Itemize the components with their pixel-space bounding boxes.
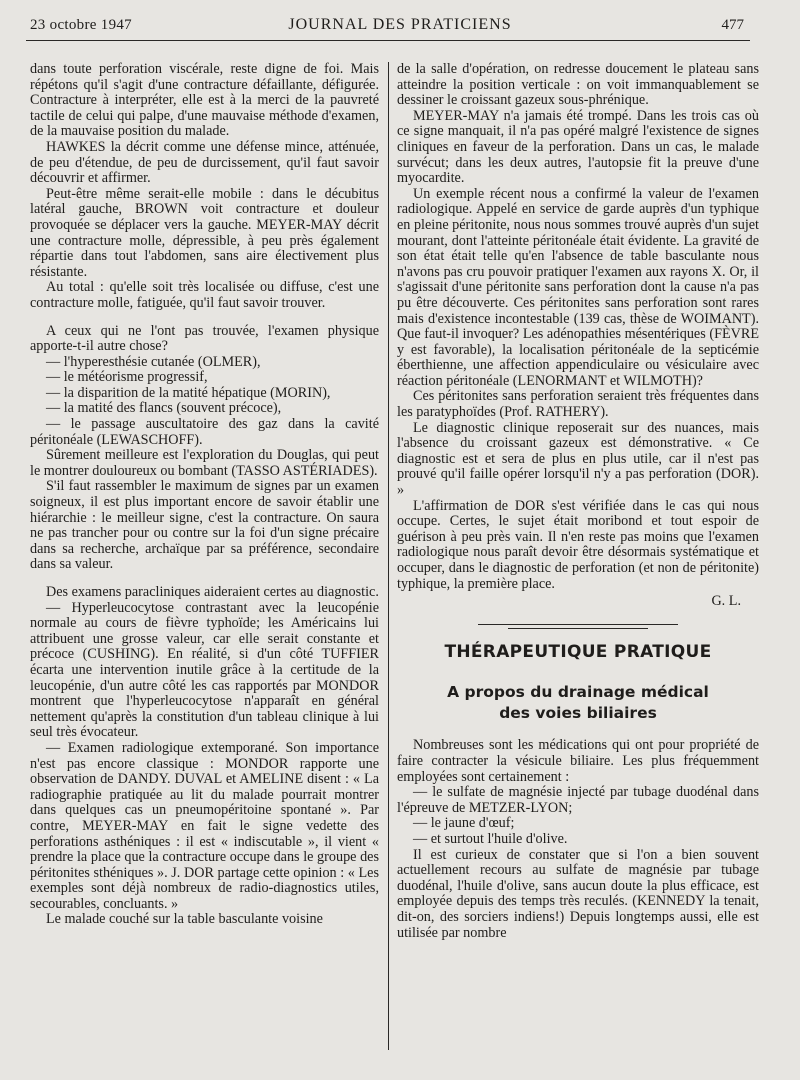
paragraph: S'il faut rassembler le maximum de signes par un examen soigneux, il est plus important encore de savoir établir une hiérarchie : le meilleur signe, c'est la contracture. On saura ne pas trancher pour ou contre sur la foi d'un signe précaire dans sa recherche, archaïque par sa préférence, secondaire dans sa valeur. bbox=[30, 478, 379, 573]
paragraph: L'affirmation de DOR s'est vérifiée dans le cas qui nous occupe. Certes, le sujet était moribond et tout espoir de guérison à peu près vain. Il n'en reste pas moins que l'examen radiologique nous paraît devoir être désormais systématique et occuper, dans le diagnostic de perforation (et non de péritonite) typhique, la première place. bbox=[397, 497, 759, 592]
article-title bbox=[397, 682, 759, 724]
author-signature: G. L. bbox=[711, 593, 741, 610]
paragraph: HAWKES la décrit comme une défense mince, atténuée, de peu d'étendue, de peu de durcissement, qu'il faut savoir découvrir et affirmer. bbox=[30, 138, 379, 187]
paragraph: Au total : qu'elle soit très localisée ou diffuse, c'est une contracture molle, fatiguée, qu'il faut savoir trouver. bbox=[30, 279, 379, 311]
paragraph: Un exemple récent nous a confirmé la valeur de l'examen radiologique. Appelé en service de garde auprès d'un typhique en pleine péritonite, nous nous sommes trouvé auprès d'un sujet mourant, dont l'atteinte péritonéale était évidente. La gravité de son état était telle qu'en l'absence de table basculante nous n'avons pas cru pouvoir pratiquer l'examen aux rayons X. Or, il s'agissait d'une péritonite sans perforation dont la cause n'a pas pu être découverte. Ces péritonites sans perforation sont rares mais d'existence incontestable (139 cas, thèse de WOIMANT). Que faut-il invoquer? Les adénopathies mésentériques (FÈVRE y est favorable), la localisation péritonéale de la septicémie éberthienne, une affection appendiculaire ou vésiculaire avec réaction péritonéale (LENORMANT et WILMOTH)? bbox=[397, 185, 759, 389]
paragraph: Des examens paracliniques aideraient certes au diagnostic. bbox=[46, 584, 379, 600]
list-item: — le passage auscultatoire des gaz dans la cavité péritonéale (LEWASCHOFF). bbox=[30, 416, 379, 448]
paragraph: MEYER-MAY n'a jamais été trompé. Dans les trois cas où ce signe manquait, il n'a pas opéré malgré l'existence de signes cliniques en faveur de la perforation. Dans un cas, le malade survécut; dans les deux autres, l'autopsie fit la preuve d'une myocardite. bbox=[397, 107, 759, 187]
article-title-line: des voies biliaires bbox=[499, 704, 657, 723]
paragraph: — Examen radiologique extemporané. Son importance n'est pas encore classique : MONDOR rapporte une observation de DANDY. DUVAL et AMELINE disent : « La radiographie pratiquée au lit du malade pourrait montrer dans quelques cas un pneumopéritoine spontané ». Par contre, MEYER-MAY en fait le signe vedette des perforations asthéniques : il est « indiscutable », il vient « prendre la place que la contracture occupe dans le groupe des péritonites sthéniques ». J. DOR partage cette opinion : « Les exemples sont déjà nombreux de radio-diagnostics utiles, secourables, concluants. » bbox=[30, 739, 379, 912]
journal-title: JOURNAL DES PRATICIENS bbox=[288, 16, 512, 33]
paragraph: — Hyperleucocytose contrastant avec la leucopénie normale au cours de fièvre typhoïde; les Américains lui attribuent une grosse valeur, car elle serait constante et précoce (CUSHING). En réalité, si d'un côté TUFFIER écarta une intervention inutile grâce à la certitude de la leucopénie, d'un autre côté les cas rapportés par MONDOR montrent que l'hyperleucocytose n'apparaît en général nettement qu'après la constitution d'un tableau clinique à lui seul très évocateur. bbox=[30, 599, 379, 741]
list-item: — la disparition de la matité hépatique (MORIN), bbox=[46, 384, 331, 401]
paragraph: Sûrement meilleure est l'exploration du Douglas, qui peut le montrer douloureux ou bombant (TASSO ASTÉRIADES). bbox=[30, 447, 379, 479]
list-item: — le sulfate de magnésie injecté par tubage duodénal dans l'épreuve de METZER-LYON; bbox=[397, 784, 759, 816]
paragraph: A ceux qui ne l'ont pas trouvée, l'examen physique apporte-t-il autre chose? bbox=[30, 322, 379, 355]
list-item: — le jaune d'œuf; bbox=[413, 815, 515, 832]
paragraph: Peut-être même serait-elle mobile : dans le décubitus latéral gauche, BROWN voit contracture et douleur provoquée se déplacer vers la gauche. MEYER-MAY décrit une contracture molle, dépressible, à peu près également répartie dans tout l'abdomen, sans aire électivement plus résistante. bbox=[30, 185, 379, 280]
left-column bbox=[30, 62, 379, 928]
paragraph: Le malade couché sur la table basculante voisine bbox=[46, 911, 323, 928]
paragraph: Nombreuses sont les médications qui ont pour propriété de faire contracter la vésicule biliaire. Les plus fréquemment employées sont certainement : bbox=[397, 737, 759, 785]
page-header bbox=[0, 0, 800, 40]
paragraph: dans toute perforation viscérale, reste digne de foi. Mais répétons qu'il s'agit d'une contracture défaillante, défigurée. Contracture à interpréter, elle est à la merci de la pauvreté tactile de celui qui palpe, d'une mauvaise méthode d'examen, de la mauvaise position du malade. bbox=[30, 61, 379, 140]
page-number: 477 bbox=[721, 17, 744, 33]
section-rule bbox=[478, 624, 678, 625]
header-rule bbox=[26, 40, 750, 41]
column-divider bbox=[388, 62, 389, 1050]
issue-date: 23 octobre 1947 bbox=[30, 17, 132, 33]
list-item: — la matité des flancs (souvent précoce), bbox=[46, 400, 282, 417]
paragraph: Le diagnostic clinique reposerait sur des nuances, mais l'absence du croissant gazeux est démonstrative. « Ce diagnostic est et sera de plus en plus utile, car il n'est pas prouvé qu'il faille opérer lorsqu'il n'y a pas perforation (DOR). » bbox=[397, 419, 759, 499]
section-title: THÉRAPEUTIQUE PRATIQUE bbox=[444, 641, 712, 662]
list-item: — le météorisme progressif, bbox=[46, 369, 208, 386]
paragraph: Ces péritonites sans perforation seraient très fréquentes dans les paratyphoïdes (Prof. RATHERY). bbox=[397, 388, 759, 421]
list-item: — et surtout l'huile d'olive. bbox=[413, 830, 568, 847]
article-title-line: A propos du drainage médical bbox=[447, 683, 709, 702]
list-item: — l'hyperesthésie cutanée (OLMER), bbox=[46, 353, 261, 370]
paragraph: de la salle d'opération, on redresse doucement le plateau sans atteindre la position verticale : on voit immanquablement se dessiner le croissant gazeux sous-phrénique. bbox=[397, 61, 759, 109]
section-rule bbox=[508, 628, 648, 629]
paragraph: Il est curieux de constater que si l'on a bien souvent actuellement recours au sulfate de magnésie par tubage duodénal, l'huile d'olive, sans aucun doute la plus efficace, est employée depuis des temps très reculés. (KENNEDY la tenait, dit-on, des sorciers indiens!) Depuis longtemps aussi, elle est utilisée par nombre bbox=[397, 846, 759, 941]
right-column bbox=[397, 62, 759, 941]
